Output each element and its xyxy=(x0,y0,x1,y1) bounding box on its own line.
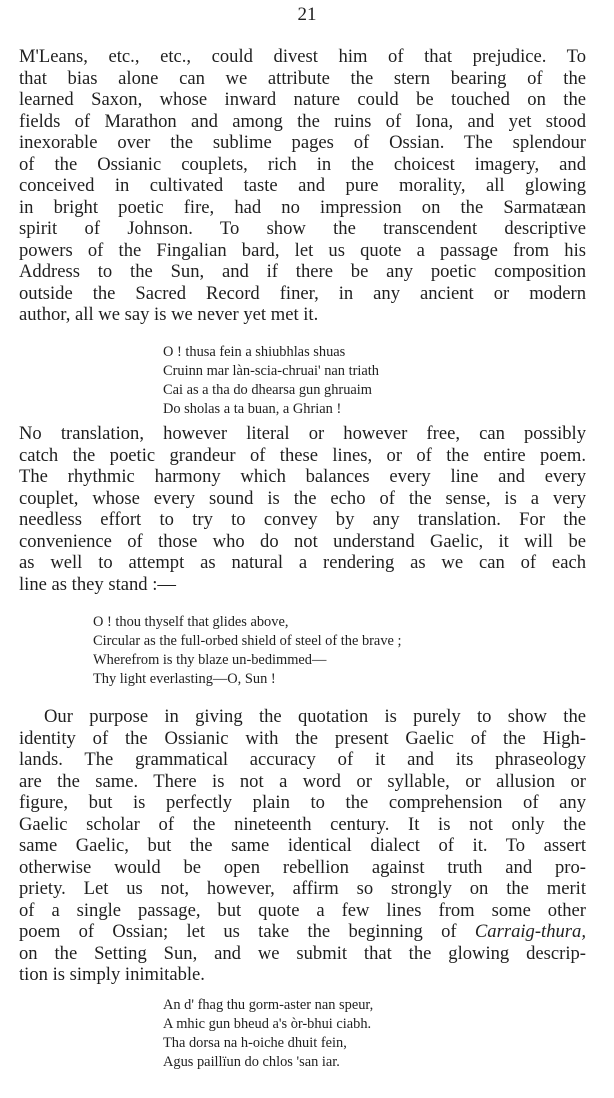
text-line: on the Setting Sun, and we submit that the glowing descrip- xyxy=(19,942,586,964)
gaelic-verse-2 xyxy=(163,996,373,1072)
text-line: inexorable over the sublime pages of Ossian. The splendour xyxy=(19,132,586,153)
text-line: lands. The grammatical accuracy of it and its phraseology xyxy=(19,749,586,770)
verse-line: Thy light everlasting—O, Sun ! xyxy=(93,671,276,687)
text-line: that bias alone can we attribute the stern bearing of the xyxy=(19,67,586,89)
text-line: figure, but is perfectly plain to the comprehension of any xyxy=(19,792,586,813)
gaelic-verse-1 xyxy=(163,343,379,419)
verse-line: O ! thusa fein a shiubhlas shuas xyxy=(163,344,346,360)
text-line: M'Leans, etc., etc., could divest him of that prejudice. To xyxy=(19,46,586,67)
text-line: Our purpose in giving the quotation is purely to show the xyxy=(44,706,586,727)
text-line: as well to attempt as natural a rendering as we can of each xyxy=(19,552,586,573)
verse-line: A mhic gun bheud a's òr-bhui ciabh. xyxy=(163,1016,372,1032)
verse-line: Agus paillïun do chlos 'san iar. xyxy=(163,1054,340,1070)
paragraph-2 xyxy=(19,423,586,595)
text-line: tion is simply inimitable. xyxy=(19,964,205,985)
poem-title-carraig-thura: Carraig-thura, xyxy=(474,921,586,942)
text-line: couplet, whose every sound is the echo of the sense, is a very xyxy=(19,487,586,509)
verse-line: Circular as the full-orbed shield of steel of the brave ; xyxy=(93,633,402,649)
text-line: conceived in cultivated taste and pure morality, all glowing xyxy=(19,175,586,196)
text-line: spirit of Johnson. To show the transcendent descriptive xyxy=(19,218,586,239)
verse-line: O ! thou thyself that glides above, xyxy=(93,614,289,630)
paragraph-3 xyxy=(19,706,586,986)
text-line: are the same. There is not a word or syllable, or allusion or xyxy=(19,770,586,792)
text-line: priety. Let us not, however, affirm so strongly on the merit xyxy=(19,878,586,899)
text-line: author, all we say is we never yet met it. xyxy=(19,304,319,325)
text-line-with-title xyxy=(19,921,586,943)
verse-line: Cruinn mar làn-scia-chruai' nan triath xyxy=(163,363,379,379)
text-line: same Gaelic, but the same identical dialect of it. To assert xyxy=(19,835,586,856)
verse-line: Do sholas a ta buan, a Ghrian ! xyxy=(163,401,342,417)
text-line: identity of the Ossianic with the present Gaelic of the High- xyxy=(19,727,586,749)
text-line: The rhythmic harmony which balances every line and every xyxy=(19,466,586,487)
text-line: of the Ossianic couplets, rich in the choicest imagery, and xyxy=(19,153,586,175)
text-segment: poem of Ossian; let us take the beginning of xyxy=(19,921,457,942)
text-line: line as they stand :— xyxy=(19,573,176,595)
page-number: 21 xyxy=(297,4,317,25)
text-line: Gaelic scholar of the nineteenth century. It is not only the xyxy=(19,813,586,835)
text-line: otherwise would be open rebellion against truth and pro- xyxy=(19,856,586,878)
english-verse xyxy=(93,613,402,689)
paragraph-1 xyxy=(19,46,586,326)
text-line: Address to the Sun, and if there be any poetic composition xyxy=(19,261,586,282)
text-line: outside the Sacred Record finer, in any ancient or modern xyxy=(19,282,586,304)
text-line: learned Saxon, whose inward nature could be touched on the xyxy=(19,89,586,110)
text-line: fields of Marathon and among the ruins of Iona, and yet stood xyxy=(19,110,586,132)
text-line: catch the poetic grandeur of these lines, or of the entire poem. xyxy=(19,444,586,466)
text-line: convenience of those who do not understand Gaelic, it will be xyxy=(19,530,586,552)
text-line: of a single passage, but quote a few lines from some other xyxy=(19,899,586,921)
verse-line: Wherefrom is thy blaze un-bedimmed— xyxy=(93,652,327,668)
text-line: needless effort to try to convey by any translation. For the xyxy=(19,509,586,530)
verse-line: An d' fhag thu gorm-aster nan speur, xyxy=(163,997,374,1013)
verse-line: Cai as a tha do dhearsa gun ghruaim xyxy=(163,382,373,398)
text-line: powers of the Fingalian bard, let us quote a passage from his xyxy=(19,239,586,261)
verse-line: Tha dorsa na h-oiche dhuit fein, xyxy=(163,1035,347,1051)
text-line: in bright poetic fire, had no impression on the Sarmatæan xyxy=(19,196,586,218)
text-line: No translation, however literal or however free, can possibly xyxy=(19,423,586,444)
